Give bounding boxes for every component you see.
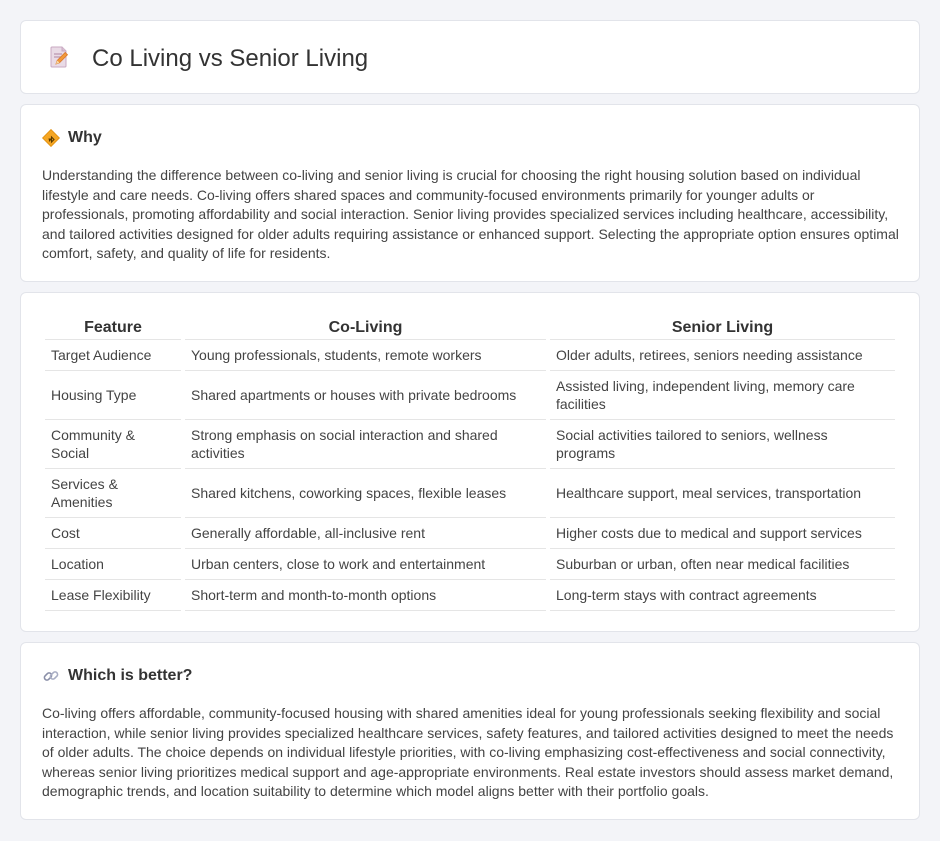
table-cell: Long-term stays with contract agreements bbox=[550, 580, 895, 611]
table-cell: Services & Amenities bbox=[45, 469, 181, 518]
table-cell: Shared kitchens, coworking spaces, flexible leases bbox=[185, 469, 546, 518]
table-cell: Generally affordable, all-inclusive rent bbox=[185, 518, 546, 549]
link-icon bbox=[42, 667, 60, 685]
table-row bbox=[45, 518, 895, 549]
table-cell: Community & Social bbox=[45, 420, 181, 469]
header-senior-living: Senior Living bbox=[550, 315, 895, 340]
header-feature: Feature bbox=[45, 315, 181, 340]
table-cell: Assisted living, independent living, memory care facilities bbox=[550, 371, 895, 420]
table-cell: Young professionals, students, remote workers bbox=[185, 340, 546, 371]
table-row bbox=[45, 549, 895, 580]
header-co-living: Co-Living bbox=[185, 315, 546, 340]
table-row bbox=[45, 469, 895, 518]
table-header-row bbox=[45, 315, 895, 340]
table-row bbox=[45, 371, 895, 420]
better-header bbox=[42, 667, 192, 685]
table-cell: Social activities tailored to seniors, wellness programs bbox=[550, 420, 895, 469]
why-heading: Why bbox=[68, 129, 102, 146]
better-heading: Which is better? bbox=[68, 667, 193, 684]
table-cell: Older adults, retirees, seniors needing assistance bbox=[550, 340, 895, 371]
comparison-table bbox=[41, 315, 899, 611]
title-card bbox=[20, 20, 920, 94]
comparison-section bbox=[20, 292, 920, 632]
table-cell: Short-term and month-to-month options bbox=[185, 580, 546, 611]
table-cell: Higher costs due to medical and support services bbox=[550, 518, 895, 549]
table-cell: Cost bbox=[45, 518, 181, 549]
table-cell: Strong emphasis on social interaction and shared activities bbox=[185, 420, 546, 469]
page-title: Co Living vs Senior Living bbox=[92, 45, 369, 72]
table-cell: Location bbox=[45, 549, 181, 580]
table-cell: Suburban or urban, often near medical facilities bbox=[550, 549, 895, 580]
why-text: Understanding the difference between co-living and senior living is crucial for choosing the right housing solution based on individual lifestyle and care needs. Co-living offers shared spaces and community-focused environments primarily for younger adults or professionals, promoting affordability and social interaction. Senior living provides specialized services including healthcare, accessibility, and tailored activities designed for older adults requiring assistance or enhanced support. Selecting the appropriate option ensures optimal comfort, safety, and quality of life for residents. bbox=[42, 167, 899, 261]
why-section bbox=[20, 104, 920, 282]
table-cell: Housing Type bbox=[45, 371, 181, 420]
table-cell: Lease Flexibility bbox=[45, 580, 181, 611]
table-cell: Shared apartments or houses with private bedrooms bbox=[185, 371, 546, 420]
table-row bbox=[45, 340, 895, 371]
table-cell: Healthcare support, meal services, transportation bbox=[550, 469, 895, 518]
diamond-sign-icon bbox=[42, 129, 60, 147]
table-row bbox=[45, 420, 895, 469]
table-cell: Target Audience bbox=[45, 340, 181, 371]
better-text: Co-living offers affordable, community-focused housing with shared amenities ideal for young professionals seeking flexibility and social interaction, while senior living provides specialized healthcare services, safety features, and tailored activities designed to meet the needs of older adults. The choice depends on individual lifestyle priorities, with co-living emphasizing cost-effectiveness and social connectivity, whereas senior living prioritizes medical support and age-appropriate environments. Real estate investors should assess market demand, demographic trends, and location suitability to determine which model aligns better with their portfolio goals. bbox=[42, 705, 894, 799]
table-cell: Urban centers, close to work and entertainment bbox=[185, 549, 546, 580]
which-is-better-section bbox=[20, 642, 920, 820]
why-header bbox=[42, 129, 102, 147]
table-row bbox=[45, 580, 895, 611]
